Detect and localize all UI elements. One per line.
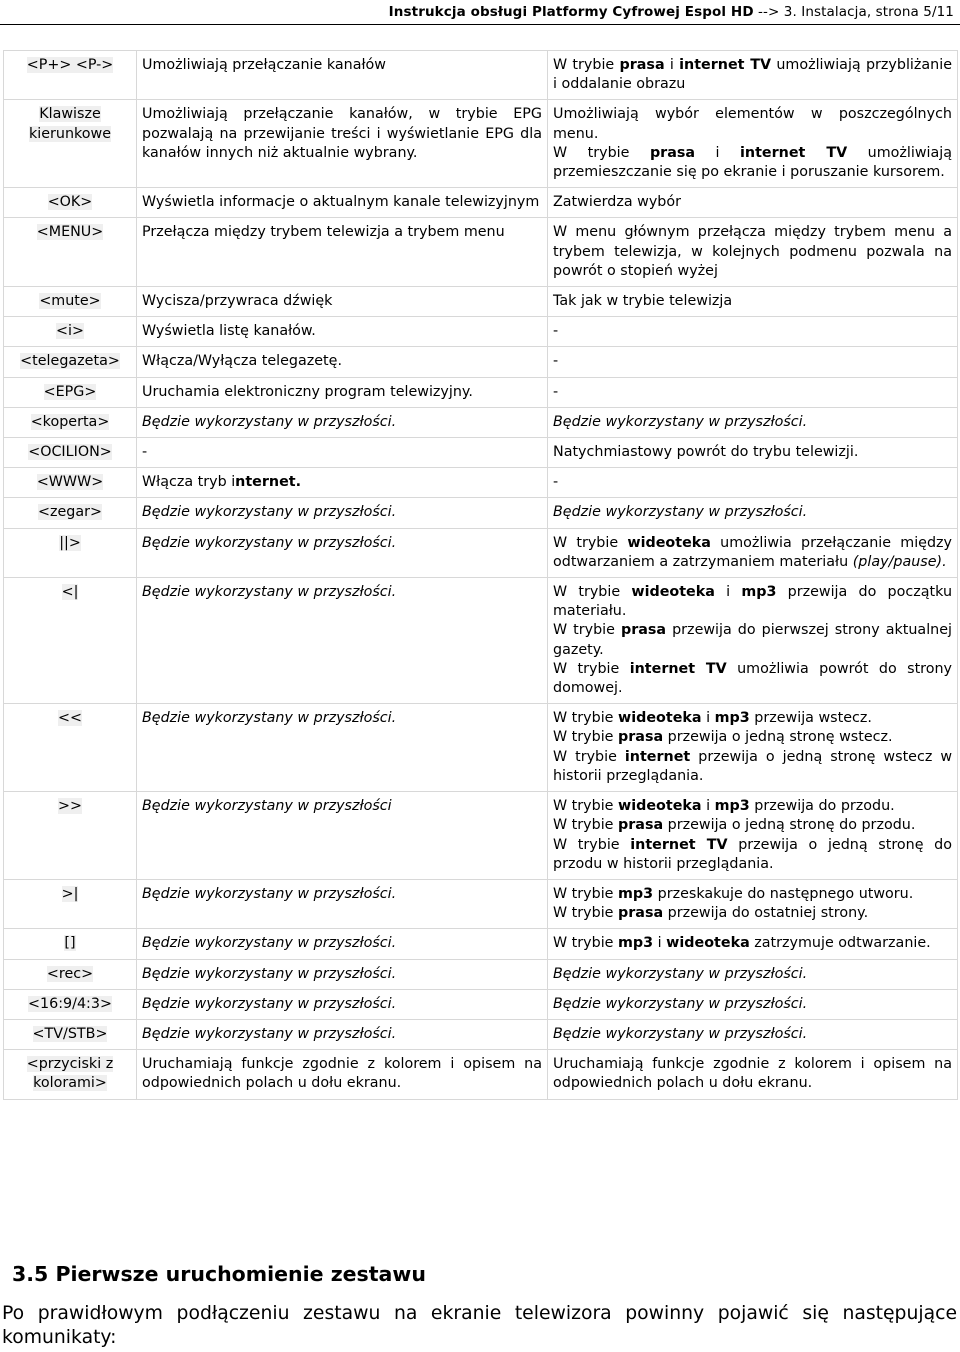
- key-label: <<: [58, 710, 82, 727]
- description-text: przeskakuje do następnego utworu.: [653, 885, 914, 902]
- table-row: [4, 51, 958, 100]
- description-text: W trybie: [553, 57, 620, 73]
- description-line: [553, 904, 952, 923]
- description-line: [553, 193, 952, 212]
- description-text: -: [553, 474, 559, 491]
- description-text: W trybie: [553, 584, 632, 601]
- key-cell: [4, 528, 137, 577]
- key-label: <koperta>: [30, 413, 110, 430]
- description-text: i: [653, 935, 667, 952]
- other-modes-description: [548, 498, 958, 528]
- description-text: Będzie wykorzystany w przyszłości.: [142, 995, 397, 1012]
- mode-name: wideoteka: [631, 584, 715, 601]
- mode-name: internet TV: [679, 57, 772, 73]
- key-cell: [4, 498, 137, 528]
- key-cell: [4, 377, 137, 407]
- description-text: umożliwia przełączanie między odtwarzaniem a zatrzymaniem materiału: [553, 534, 953, 570]
- description-text: Umożliwiają przełączanie kanałów: [142, 57, 386, 73]
- key-cell: [4, 287, 137, 317]
- key-label: <TV/STB>: [32, 1025, 108, 1042]
- description-text: -: [553, 323, 559, 340]
- table-row: [4, 929, 958, 959]
- description-line: [553, 352, 952, 371]
- description-text: Tak jak w trybie telewizja: [553, 293, 733, 310]
- tv-mode-description: [137, 1050, 548, 1099]
- page-header: [389, 4, 954, 20]
- description-line: [553, 621, 952, 659]
- description-line: [553, 797, 952, 816]
- key-cell: [4, 879, 137, 928]
- description-line: [553, 934, 952, 953]
- other-modes-description: [548, 468, 958, 498]
- key-label: <EPG>: [43, 383, 97, 400]
- description-text: przewija o jedną stronę do przodu w historii przeglądania.: [553, 836, 952, 872]
- mode-name: wideoteka: [666, 935, 750, 952]
- tv-mode-description: [137, 317, 548, 347]
- description-line: [553, 322, 952, 341]
- other-modes-description: [548, 578, 958, 704]
- description-text: umożliwia powrót do strony domowej.: [553, 660, 953, 697]
- description-text: W trybie: [553, 935, 619, 952]
- description-text: przewija do pierwszej strony aktualnej gazety.: [553, 622, 952, 658]
- key-cell: [4, 317, 137, 347]
- description-text: Wycisza/przywraca dźwięk: [142, 293, 333, 310]
- table-row: [4, 959, 958, 989]
- description-line: [553, 885, 952, 904]
- description-line: [553, 223, 952, 281]
- description-text: Wyświetla informacje o aktualnym kanale telewizyjnym: [142, 194, 540, 211]
- description-text: przewija o jedną stronę do przodu.: [663, 817, 916, 834]
- description-text: Przełącza między trybem telewizja a trybem menu: [142, 224, 505, 241]
- description-line: [553, 816, 952, 835]
- table-row: [4, 188, 958, 218]
- other-modes-description: [548, 989, 958, 1019]
- description-text: Będzie wykorzystany w przyszłości.: [142, 1025, 397, 1042]
- key-label: <OCILION>: [28, 444, 112, 461]
- mode-name: wideoteka: [618, 710, 702, 727]
- description-line: [553, 1055, 952, 1093]
- other-modes-description: [548, 407, 958, 437]
- description-text: Będzie wykorzystany w przyszłości.: [553, 413, 808, 430]
- table-row: [4, 578, 958, 704]
- mode-name: internet TV: [630, 836, 728, 853]
- mode-name: prasa: [619, 57, 665, 73]
- section-number: 3.5: [12, 1262, 49, 1286]
- description-text: Umożliwiają wybór elementów w poszczególnych menu.: [553, 106, 952, 142]
- intro-paragraph: Po prawidłowym podłączeniu zestawu na ekranie telewizora powinny pojawić się następujące komunikaty:: [2, 1303, 957, 1348]
- tv-mode-description: [137, 879, 548, 928]
- key-cell: [4, 989, 137, 1019]
- other-modes-description: [548, 528, 958, 577]
- description-text: Włącza/Wyłącza telegazetę.: [142, 353, 342, 370]
- key-label: <OK>: [47, 194, 93, 211]
- other-modes-description: [548, 792, 958, 880]
- description-text: W trybie: [553, 798, 619, 815]
- table-row: [4, 407, 958, 437]
- tv-mode-description: [137, 377, 548, 407]
- description-text: Będzie wykorzystany w przyszłości: [142, 798, 392, 815]
- description-text: przewija do początku materiału.: [553, 584, 952, 620]
- table-row: [4, 989, 958, 1019]
- tv-mode-description: [137, 929, 548, 959]
- description-text: przewija o jedną stronę wstecz.: [663, 729, 893, 746]
- description-text: Będzie wykorzystany w przyszłości.: [142, 885, 397, 902]
- table-row: [4, 317, 958, 347]
- description-text: Uruchamiają funkcje zgodnie z kolorem i opisem na odpowiednich polach u dołu ekranu.: [142, 1056, 542, 1092]
- description-text: W trybie: [553, 817, 619, 834]
- table-row: [4, 704, 958, 792]
- tv-mode-description: [137, 188, 548, 218]
- tv-mode-description: [137, 438, 548, 468]
- other-modes-description: [548, 51, 958, 100]
- tv-mode-description: [137, 51, 548, 100]
- description-line: [553, 728, 952, 747]
- key-cell: [4, 1019, 137, 1049]
- key-label: <MENU>: [36, 224, 104, 241]
- description-text: W trybie: [553, 710, 619, 727]
- description-text: W menu głównym przełącza między trybem menu a trybem telewizja, w kolejnych podmenu pozwala na powrót o stopień wyżej: [553, 224, 952, 279]
- description-text: Będzie wykorzystany w przyszłości.: [142, 965, 397, 982]
- description-text: Będzie wykorzystany w przyszłości.: [553, 995, 808, 1012]
- key-cell: [4, 792, 137, 880]
- description-text: Zatwierdza wybór: [553, 194, 681, 211]
- description-text: i: [701, 798, 715, 815]
- description-line: [553, 503, 952, 522]
- mode-name: internet TV: [740, 144, 848, 161]
- table-row: [4, 879, 958, 928]
- description-text: -: [142, 444, 148, 461]
- table-row: [4, 498, 958, 528]
- key-label: <rec>: [46, 965, 94, 982]
- tv-mode-description: [137, 528, 548, 577]
- description-text: (play/pause).: [852, 553, 947, 570]
- description-text: Będzie wykorzystany w przyszłości.: [553, 504, 808, 521]
- table-row: [4, 1019, 958, 1049]
- description-line: [553, 383, 952, 402]
- description-text: Uruchamiają funkcje zgodnie z kolorem i opisem na odpowiednich polach u dołu ekranu.: [553, 1056, 952, 1092]
- tv-mode-description: [137, 792, 548, 880]
- key-cell: [4, 438, 137, 468]
- description-text: Natychmiastowy powrót do trybu telewizji.: [553, 444, 859, 461]
- document-title: Instrukcja obsługi Platformy Cyfrowej Espol HD: [388, 4, 754, 20]
- description-line: [553, 105, 952, 143]
- description-text: W trybie: [553, 885, 619, 902]
- table-row: [4, 100, 958, 188]
- description-text: przewija o jedną stronę wstecz w historii przeglądania.: [553, 748, 953, 784]
- other-modes-description: [548, 188, 958, 218]
- other-modes-description: [548, 287, 958, 317]
- description-text: Uruchamia elektroniczny program telewizyjny.: [142, 383, 473, 400]
- table-row: [4, 1050, 958, 1099]
- description-text: przewija do ostatniej strony.: [663, 905, 869, 922]
- tv-mode-description: [137, 287, 548, 317]
- key-label: >|: [61, 885, 79, 902]
- mode-name: wideoteka: [627, 534, 711, 551]
- description-text: W trybie: [553, 729, 619, 746]
- description-line: [553, 1025, 952, 1044]
- key-label: Klawisze kierunkowe: [28, 106, 112, 142]
- description-line: [553, 473, 952, 492]
- tv-mode-description: [137, 989, 548, 1019]
- key-label: <zegar>: [38, 504, 102, 521]
- other-modes-description: [548, 959, 958, 989]
- description-text: Włącza tryb i: [142, 474, 236, 491]
- remote-keys-table: [3, 50, 958, 1100]
- key-label: <i>: [56, 323, 84, 340]
- table-row: [4, 377, 958, 407]
- key-label: []: [64, 935, 76, 952]
- description-text: -: [553, 353, 559, 370]
- description-text: Będzie wykorzystany w przyszłości.: [142, 504, 397, 521]
- mode-name: prasa: [620, 622, 667, 639]
- description-text: i: [714, 584, 742, 601]
- key-label: >>: [58, 798, 82, 815]
- other-modes-description: [548, 317, 958, 347]
- key-label: <|: [61, 584, 79, 601]
- mode-name: wideoteka: [618, 798, 702, 815]
- other-modes-description: [548, 347, 958, 377]
- description-line: [553, 660, 952, 698]
- key-label: <16:9/4:3>: [28, 995, 112, 1012]
- description-text: Będzie wykorzystany w przyszłości.: [142, 584, 397, 601]
- mode-name: internet: [624, 748, 691, 765]
- description-line: [553, 413, 952, 432]
- description-text: W trybie: [553, 660, 630, 677]
- description-text: umożliwiają przemieszczanie się po ekranie i poruszanie kursorem.: [553, 144, 952, 181]
- description-text: przewija do przodu.: [749, 798, 895, 815]
- mode-name: mp3: [714, 710, 750, 727]
- mode-name: prasa: [649, 144, 696, 161]
- mode-name: internet TV: [629, 660, 727, 677]
- description-text: Będzie wykorzystany w przyszłości.: [553, 1025, 808, 1042]
- description-line: [553, 534, 952, 572]
- key-label: <mute>: [39, 293, 101, 310]
- key-label: <przyciski z kolorami>: [26, 1056, 114, 1092]
- other-modes-description: [548, 100, 958, 188]
- tv-mode-description: [137, 704, 548, 792]
- table-row: [4, 528, 958, 577]
- key-label: <WWW>: [36, 474, 104, 491]
- description-text: Będzie wykorzystany w przyszłości.: [142, 935, 397, 952]
- description-text: Będzie wykorzystany w przyszłości.: [142, 534, 397, 551]
- key-cell: [4, 578, 137, 704]
- description-line: [553, 836, 952, 874]
- description-line: [553, 144, 952, 182]
- key-label: <P+> <P->: [26, 57, 114, 73]
- description-line: [553, 443, 952, 462]
- mode-name: mp3: [618, 935, 654, 952]
- section-title: Pierwsze uruchomienie zestawu: [48, 1262, 426, 1286]
- description-text: W trybie: [553, 836, 631, 853]
- key-cell: [4, 929, 137, 959]
- tv-mode-description: [137, 578, 548, 704]
- key-label: <telegazeta>: [20, 353, 120, 370]
- description-text: Wyświetla listę kanałów.: [142, 323, 316, 340]
- other-modes-description: [548, 218, 958, 287]
- key-cell: [4, 188, 137, 218]
- mode-name: prasa: [618, 729, 664, 746]
- table-row: [4, 438, 958, 468]
- mode-name: prasa: [618, 905, 664, 922]
- description-text: Umożliwiają przełączanie kanałów, w trybie EPG pozwalają na przewijanie treści i wyświetlanie EPG dla kanałów innych niż aktualnie wybrany.: [142, 106, 542, 161]
- header-rule: [0, 24, 960, 25]
- description-line: [553, 292, 952, 311]
- description-line: [553, 748, 952, 786]
- description-text: Będzie wykorzystany w przyszłości.: [553, 965, 808, 982]
- mode-name: mp3: [741, 584, 777, 601]
- description-line: [553, 583, 952, 621]
- tv-mode-description: [137, 347, 548, 377]
- tv-mode-description: [137, 100, 548, 188]
- tv-mode-description: [137, 1019, 548, 1049]
- mode-name: mp3: [714, 798, 750, 815]
- description-text: -: [553, 383, 559, 400]
- description-text: Będzie wykorzystany w przyszłości.: [142, 710, 397, 727]
- key-cell: [4, 218, 137, 287]
- key-cell: [4, 347, 137, 377]
- description-line: [553, 965, 952, 984]
- description-text: i: [695, 144, 741, 161]
- table-row: [4, 347, 958, 377]
- description-text: W trybie: [553, 905, 619, 922]
- remote-keys-table-body: [4, 51, 958, 1100]
- description-text: zatrzymuje odtwarzanie.: [749, 935, 931, 952]
- description-text: W trybie: [553, 748, 625, 765]
- description-text: nternet.: [235, 474, 302, 491]
- description-text: i: [664, 57, 680, 73]
- description-text: umożliwiają przybliżanie i oddalanie obrazu: [553, 57, 952, 93]
- key-cell: [4, 407, 137, 437]
- tv-mode-description: [137, 959, 548, 989]
- other-modes-description: [548, 1019, 958, 1049]
- description-text: W trybie: [553, 144, 650, 161]
- table-row: [4, 218, 958, 287]
- other-modes-description: [548, 377, 958, 407]
- other-modes-description: [548, 879, 958, 928]
- other-modes-description: [548, 1050, 958, 1099]
- other-modes-description: [548, 704, 958, 792]
- description-text: W trybie: [553, 622, 621, 639]
- key-cell: [4, 959, 137, 989]
- description-text: przewija wstecz.: [749, 710, 872, 727]
- table-row: [4, 468, 958, 498]
- description-line: [553, 995, 952, 1014]
- description-line: [553, 56, 952, 94]
- table-row: [4, 287, 958, 317]
- description-line: [553, 709, 952, 728]
- page-location: --> 3. Instalacja, strona 5/11: [753, 4, 954, 20]
- tv-mode-description: [137, 468, 548, 498]
- key-cell: [4, 1050, 137, 1099]
- section-heading: [12, 1262, 426, 1286]
- other-modes-description: [548, 438, 958, 468]
- key-cell: [4, 100, 137, 188]
- table-row: [4, 792, 958, 880]
- description-text: W trybie: [553, 534, 628, 551]
- description-text: i: [701, 710, 715, 727]
- key-cell: [4, 468, 137, 498]
- tv-mode-description: [137, 218, 548, 287]
- tv-mode-description: [137, 498, 548, 528]
- key-cell: [4, 704, 137, 792]
- tv-mode-description: [137, 407, 548, 437]
- key-label: ||>: [59, 534, 81, 551]
- key-cell: [4, 51, 137, 100]
- mode-name: prasa: [618, 817, 664, 834]
- description-text: Będzie wykorzystany w przyszłości.: [142, 413, 397, 430]
- other-modes-description: [548, 929, 958, 959]
- mode-name: mp3: [618, 885, 654, 902]
